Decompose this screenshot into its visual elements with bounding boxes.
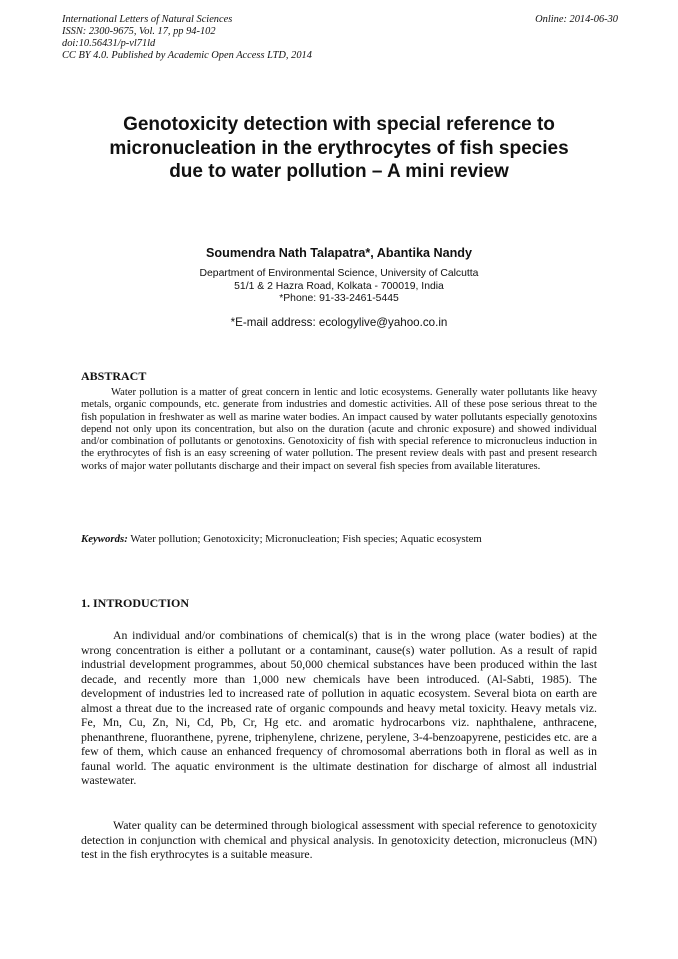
title-line: Genotoxicity detection with special reference to: [123, 114, 555, 135]
abstract-text: Water pollution is a matter of great concern in lentic and lotic ecosystems. Generally water pollutants like heavy metals, organic compounds, etc. generate from industries and domestic activities. All of these pose serious threat to the fish population in freshwater as well as marine water bodies. An impact caused by water pollutants especially genotoxins depend not only upon its concentration, but also on the duration (acute and chronic exposure) and showed individual and/or combination of pollutants or genotoxins. Genotoxicity of fish with special reference to micronucleus induction in the erythrocytes of fish is an easy screening of water pollution. The present review deals with past and present research works of major water pollutants discharge and their impact on several fish species from available literatures.: [81, 387, 597, 472]
paper-title: [70, 113, 608, 184]
affiliation: [0, 268, 678, 306]
abstract-heading: ABSTRACT: [81, 369, 147, 383]
issn-line: ISSN: 2300-9675, Vol. 17, pp 94-102: [62, 26, 216, 37]
affiliation-address: 51/1 & 2 Hazra Road, Kolkata - 700019, India: [234, 280, 444, 292]
affiliation-phone: *Phone: 91-33-2461-5445: [279, 293, 399, 305]
author-list: Soumendra Nath Talapatra*, Abantika Nandy: [206, 246, 472, 260]
keywords-label: Keywords:: [81, 533, 128, 545]
affiliation-department: Department of Environmental Science, University of Calcutta: [199, 268, 479, 279]
corresponding-email: *E-mail address: ecologylive@yahoo.co.in: [230, 316, 448, 329]
running-header: [62, 14, 618, 62]
license-line: CC BY 4.0. Published by Academic Open Access LTD, 2014: [62, 50, 312, 61]
online-date: Online: 2014-06-30: [535, 14, 618, 25]
keywords-text: Water pollution; Genotoxicity; Micronucleation; Fish species; Aquatic ecosystem: [127, 533, 482, 545]
journal-name: International Letters of Natural Sciences: [62, 14, 233, 25]
introduction-paragraph: An individual and/or combinations of chemical(s) that is in the wrong place (water bodies) at the wrong concentration is either a pollutant or a contaminant, cause(s) water pollution. As a result of rapid industrial development programmes, about 50,000 chemical substances have been produced within the last decade, and recently more than 1,000 new chemicals have been introduced. (Al-Sabti, 1985). The development of industries led to increased rate of pollution in aquatic ecosystem. Several biota on earth are almost a threat due to the increased rate of organic compounds and heavy metal toxicity. Heavy metals viz. Fe, Mn, Cu, Zn, Ni, Cd, Pb, Cr, Hg etc. and aromatic hydrocarbons viz. naphthalene, anthracene, phenanthrene, fluoranthene, pyrene, triphenylene, chrizene, perylene, 3-4-benzoapyrene, pesticides etc. are a few of them, which cause an enhanced frequency of chromosomal aberrations both in floral as well as in faunal world. The aquatic environment is the ultimate destination for discharge of almost all industrial wastewater.: [81, 628, 597, 787]
title-line: micronucleation in the erythrocytes of fish species: [109, 137, 569, 159]
doi-line: doi:10.56431/p-vl71ld: [62, 38, 156, 49]
introduction-paragraph: Water quality can be determined through biological assessment with special reference to genotoxicity detection in conjunction with chemical and physical analysis. In genotoxicity detection, micronucleus (MN) test in the fish erythrocytes is a suitable measure.: [81, 818, 597, 861]
keywords-line: [81, 533, 597, 545]
title-line: due to water pollution – A mini review: [169, 161, 509, 182]
section-heading-introduction: 1. INTRODUCTION: [81, 596, 190, 610]
